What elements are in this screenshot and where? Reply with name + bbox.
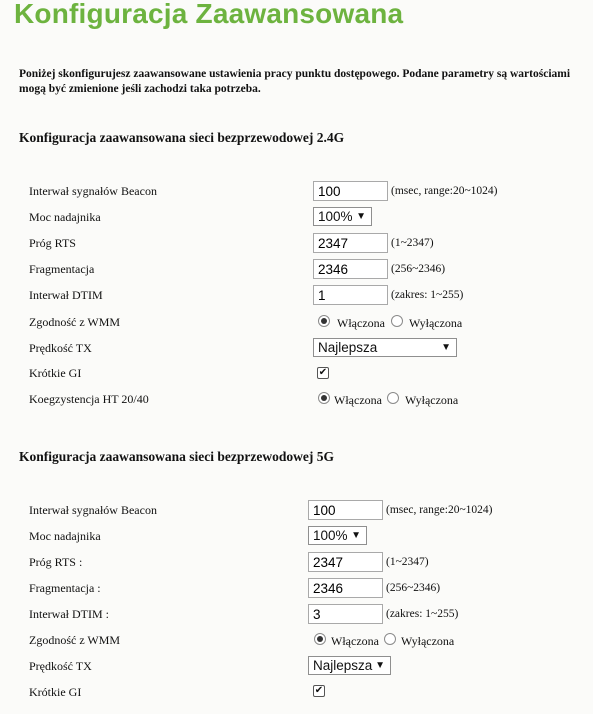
page-title: Konfiguracja Zaawansowana [14, 0, 404, 29]
label-frag-24g: Fragmentacja [29, 262, 95, 276]
wmm-on-label-5g: Włączona [331, 634, 379, 648]
chevron-down-icon: ▼ [441, 342, 451, 353]
txrate-value-24g: Najlepsza [318, 340, 378, 355]
label-txrate-5g: Prędkość TX [29, 659, 92, 673]
coexist-on-radio-24g[interactable] [318, 392, 330, 404]
label-beacon-24g: Interwał sygnałów Beacon [29, 184, 157, 198]
wmm-on-radio-5g[interactable] [314, 633, 326, 645]
hint-dtim-5g: (zakres: 1~255) [386, 608, 459, 620]
beacon-input-5g[interactable] [308, 500, 383, 520]
section-title-5g: Konfiguracja zaawansowana sieci bezprzewodowej 5G [19, 449, 334, 464]
label-shortgi-5g: Krótkie GI [29, 685, 82, 699]
wmm-on-radio-24g[interactable] [318, 315, 330, 327]
hint-rts-24g: (1~2347) [391, 237, 434, 249]
label-txpower-24g: Moc nadajnika [29, 210, 101, 224]
wmm-on-label-24g: Włączona [337, 316, 385, 330]
dtim-input-5g[interactable] [308, 604, 383, 624]
txrate-select-24g[interactable] [313, 338, 457, 357]
beacon-input-24g[interactable] [313, 181, 388, 201]
dtim-input-24g[interactable] [313, 285, 388, 305]
txpower-value-5g: 100% [313, 528, 348, 543]
label-wmm-5g: Zgodność z WMM [29, 633, 121, 647]
chevron-down-icon: ▼ [375, 660, 385, 671]
label-txrate-24g: Prędkość TX [29, 341, 92, 355]
hint-frag-24g: (256~2346) [391, 263, 446, 275]
txpower-select-5g[interactable] [308, 526, 367, 545]
chevron-down-icon: ▼ [351, 530, 361, 541]
txpower-value-24g: 100% [318, 209, 353, 224]
coexist-off-radio-24g[interactable] [387, 392, 399, 404]
intro-text: Poniżej skonfigurujesz zaawansowane ustawienia pracy punktu dostępowego. Podane parametry są wartościami mogą być zmienione jeśli zachodzi taka potrzeba. [19, 68, 571, 95]
label-shortgi-24g: Krótkie GI [29, 366, 82, 380]
wmm-off-label-24g: Wyłączona [409, 316, 463, 330]
txpower-select-24g[interactable] [313, 207, 372, 226]
label-dtim-24g: Interwał DTIM [29, 288, 103, 302]
shortgi-checkbox-5g[interactable]: ✔ [314, 685, 324, 696]
label-txpower-5g: Moc nadajnika [29, 529, 101, 543]
coexist-off-label-24g: Wyłączona [405, 393, 459, 407]
label-dtim-5g: Interwał DTIM : [29, 607, 109, 621]
chevron-down-icon: ▼ [356, 211, 366, 222]
hint-beacon-24g: (msec, range:20~1024) [391, 185, 498, 197]
coexist-on-label-24g: Włączona [334, 393, 382, 407]
hint-frag-5g: (256~2346) [386, 582, 441, 594]
rts-input-24g[interactable] [313, 233, 388, 253]
wmm-off-radio-5g[interactable] [384, 633, 396, 645]
hint-rts-5g: (1~2347) [386, 556, 429, 568]
shortgi-checkbox-24g[interactable]: ✔ [318, 367, 328, 378]
rts-input-5g[interactable] [308, 552, 383, 572]
frag-input-5g[interactable] [308, 578, 383, 598]
hint-beacon-5g: (msec, range:20~1024) [386, 504, 493, 516]
wmm-off-label-5g: Wyłączona [401, 634, 455, 648]
label-coexist-24g: Koegzystencja HT 20/40 [29, 392, 149, 406]
label-frag-5g: Fragmentacja : [29, 581, 101, 595]
wmm-off-radio-24g[interactable] [391, 315, 403, 327]
label-rts-5g: Próg RTS : [29, 555, 83, 569]
txrate-select-5g[interactable] [308, 656, 391, 675]
txrate-value-5g: Najlepsza [313, 658, 373, 673]
label-beacon-5g: Interwał sygnałów Beacon [29, 503, 157, 517]
frag-input-24g[interactable] [313, 259, 388, 279]
section-title-24g: Konfiguracja zaawansowana sieci bezprzewodowej 2.4G [19, 130, 345, 145]
label-wmm-24g: Zgodność z WMM [29, 315, 121, 329]
hint-dtim-24g: (zakres: 1~255) [391, 289, 464, 301]
label-rts-24g: Próg RTS [29, 236, 76, 250]
